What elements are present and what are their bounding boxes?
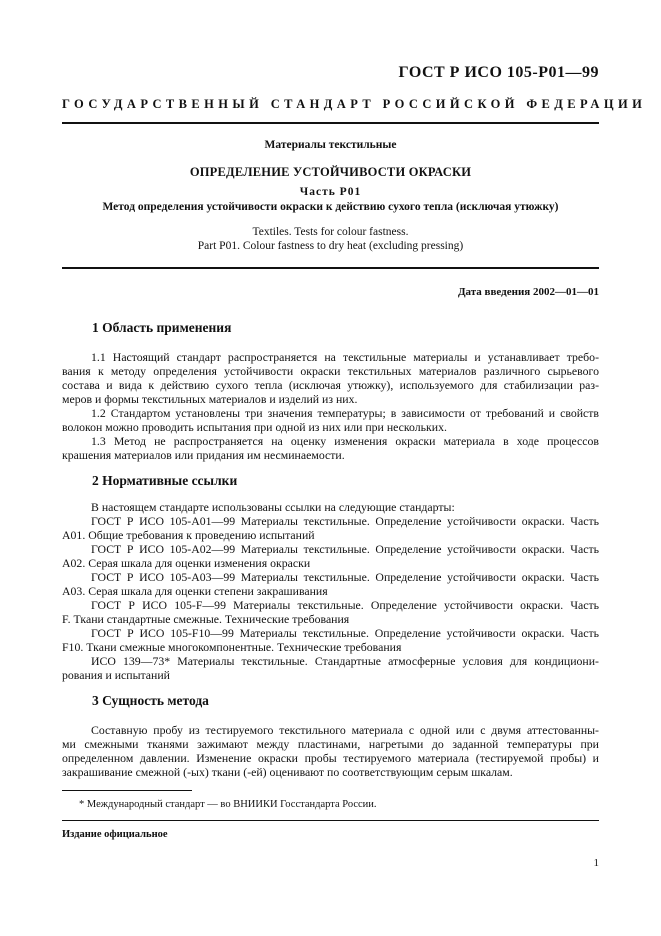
section-2-line: В настоящем стандарте использованы ссылки на следующие стандарты:: [91, 500, 455, 514]
footnote: * Международный стандарт — во ВНИИКИ Госстандарта России.: [79, 799, 377, 810]
section-3-line: определенном давлении. Изменение окраски пробы тестируемого материала (тестируемой пробы) и: [62, 751, 599, 765]
section-2-line: ГОСТ Р ИСО 105-А01—99 Материалы текстильные. Определение устойчивости окраски. Часть: [91, 514, 599, 528]
section-1-line: волокон можно проводить испытания при одной из них или при нескольких.: [62, 420, 447, 434]
title-category: Материалы текстильные: [264, 139, 397, 151]
section-1-line: вания к методу определения устойчивости окраски текстильных материалов различного сырьевого: [62, 364, 599, 378]
section-2-line: F10. Ткани смежные многокомпонентные. Технические требования: [62, 640, 402, 654]
section-2-line: ГОСТ Р ИСО 105-F10—99 Материалы текстильные. Определение устойчивости окраски. Часть: [91, 626, 599, 640]
section-2-heading: 2 Нормативные ссылки: [92, 473, 238, 488]
section-1-line: меров и формы текстильных материалов и изделий из них.: [62, 392, 358, 406]
section-1-heading: 1 Область применения: [92, 320, 232, 335]
section-2-line: ГОСТ Р ИСО 105-А02—99 Материалы текстильные. Определение устойчивости окраски. Часть: [91, 542, 599, 556]
section-3-line: закрашивание смежной (-ых) ткани (-ей) оценивают по соответствующим серым шкалам.: [62, 765, 513, 779]
section-2-line: А01. Общие требования к проведению испытаний: [62, 528, 315, 542]
title-part: Часть Р01: [299, 186, 362, 198]
section-1-line: крашения материалов или придания им несминаемости.: [62, 448, 345, 462]
standard-code: ГОСТ Р ИСО 105-Р01—99: [398, 64, 599, 81]
section-2-line: F. Ткани стандартные смежные. Технические требования: [62, 612, 350, 626]
title-method: Метод определения устойчивости окраски к действию сухого тепла (исключая утюжку): [102, 201, 559, 213]
footnote-rule: [62, 790, 192, 791]
section-2-line: ГОСТ Р ИСО 105-А03—99 Материалы текстильные. Определение устойчивости окраски. Часть: [91, 570, 599, 584]
introduction-date: Дата введения 2002—01—01: [457, 286, 599, 298]
section-2-line: А02. Серая шкала для оценки изменения окраски: [62, 556, 311, 570]
section-1-line: 1.2 Стандартом установлены три значения температуры; в зависимости от требований и свойств: [91, 406, 599, 420]
footer-rule: [62, 820, 599, 821]
section-1-line: 1.1 Настоящий стандарт распространяется на текстильные материалы и устанавливает требо-: [91, 350, 599, 364]
section-2-line: А03. Серая шкала для оценки степени закрашивания: [62, 584, 328, 598]
section-2-line: ГОСТ Р ИСО 105-F—99 Материалы текстильные. Определение устойчивости окраски. Часть: [91, 598, 599, 612]
page-number: 1: [593, 857, 599, 869]
edition-label: Издание официальное: [62, 829, 168, 840]
title-main: ОПРЕДЕЛЕНИЕ УСТОЙЧИВОСТИ ОКРАСКИ: [189, 165, 472, 179]
section-2-line: ИСО 139—73* Материалы текстильные. Стандартные атмосферные условия для кондициони-: [91, 654, 599, 668]
section-2-line: рования и испытаний: [62, 668, 170, 682]
state-standard-banner: ГОСУДАРСТВЕННЫЙ СТАНДАРТ РОССИЙСКОЙ ФЕДЕРАЦИИ: [62, 97, 647, 111]
section-3-line: ми смежными тканями зажимают между пластинами, нагретыми до заданной температуры при: [62, 737, 599, 751]
section-1-line: 1.3 Метод не распространяется на оценку изменения окраски материала в ходе процессов: [91, 434, 599, 448]
title-english-2: Part P01. Colour fastness to dry heat (excluding pressing): [197, 240, 464, 252]
title-rule: [62, 267, 599, 269]
title-english-1: Textiles. Tests for colour fastness.: [252, 226, 409, 238]
section-3-line: Составную пробу из тестируемого текстильного материала с одной или с двумя аттестованны-: [91, 723, 599, 737]
section-1-line: состава и вида к действию сухого тепла (исключая утюжку), используемого для стабилизации раз-: [62, 378, 599, 392]
section-3-heading: 3 Сущность метода: [92, 693, 209, 708]
header-rule: [62, 122, 599, 124]
